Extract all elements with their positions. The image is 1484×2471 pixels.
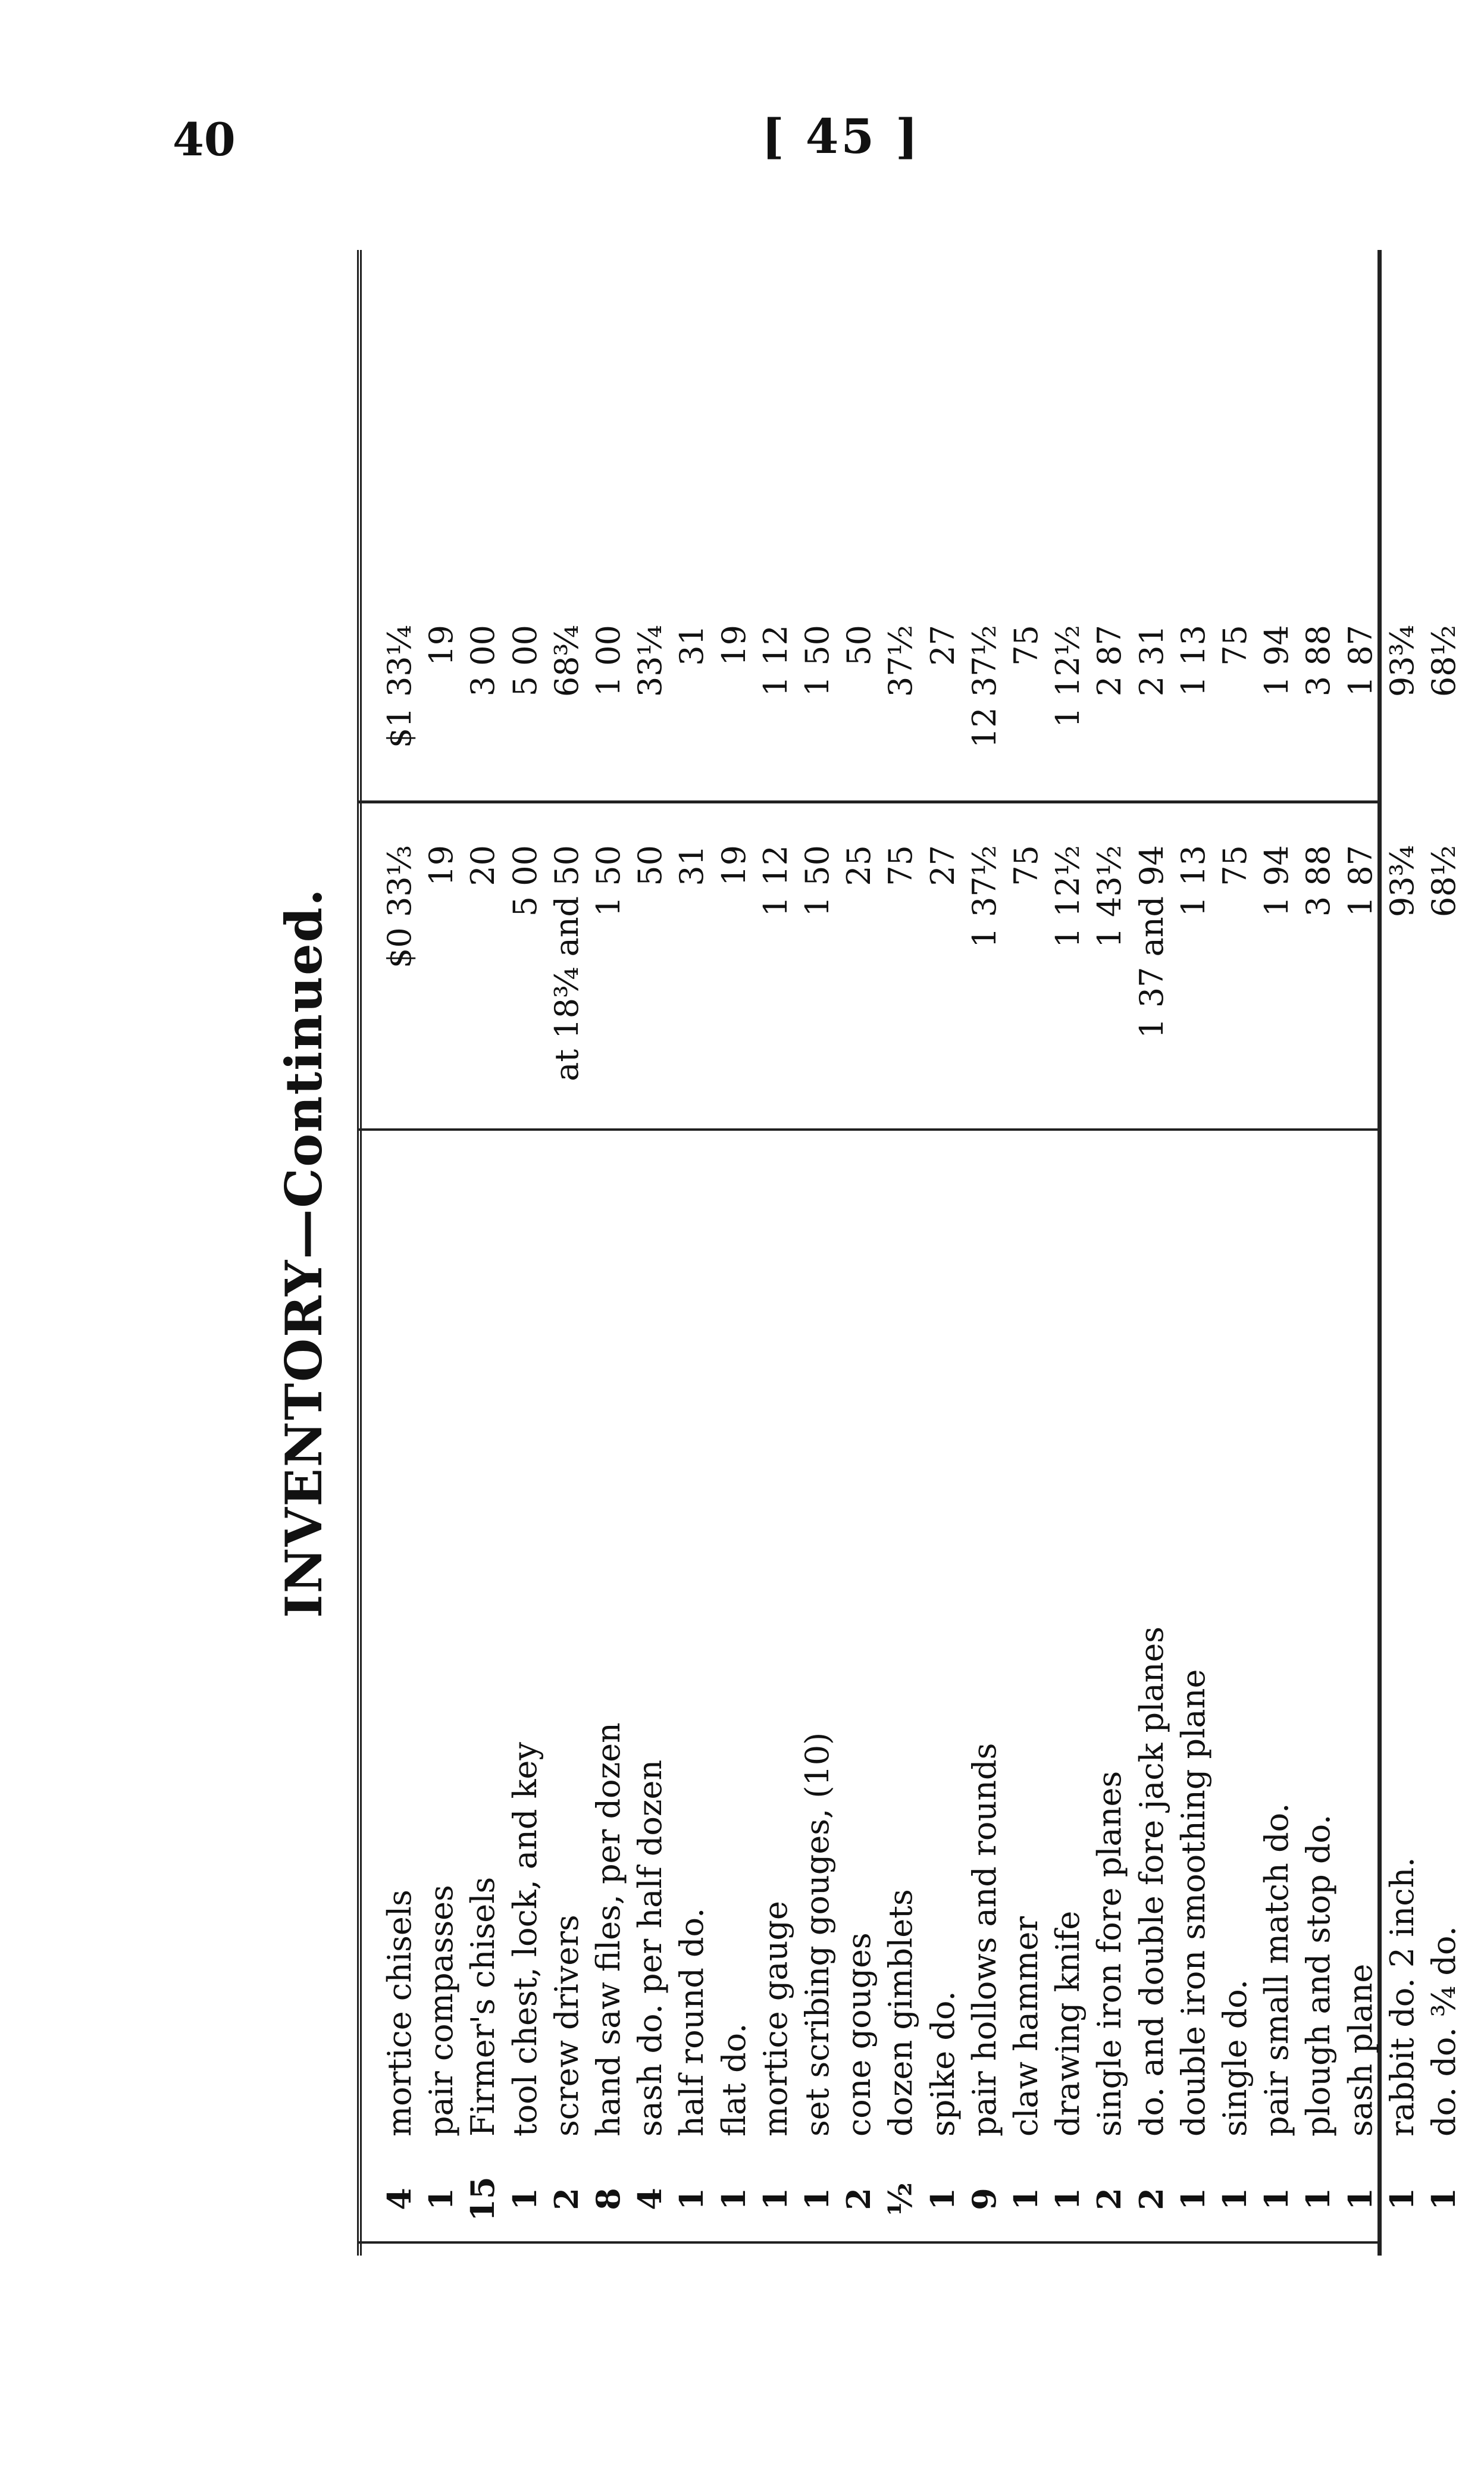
row-rate: 1 12½ — [1049, 845, 1087, 948]
row-item: cone gouges — [840, 1932, 878, 2137]
table-row — [461, 250, 505, 2256]
row-item: half round do. — [673, 1907, 711, 2137]
table-row — [670, 250, 713, 2256]
row-item: tool chest, lock, and key — [506, 1742, 544, 2137]
row-item: Firmer's chisels — [464, 1876, 502, 2137]
row-quantity: 1 — [505, 2188, 544, 2210]
row-value: 37½ — [882, 625, 920, 697]
row-item: mortice chisels — [381, 1890, 418, 2137]
table-row — [1046, 250, 1089, 2256]
table-row — [837, 250, 881, 2256]
row-rate: 75 — [1216, 845, 1254, 886]
row-quantity: 2 — [1090, 2188, 1129, 2210]
row-quantity: 1 — [1048, 2188, 1087, 2210]
row-item: set scribing gouges, (10) — [799, 1732, 836, 2137]
row-quantity: 1 — [756, 2188, 794, 2210]
row-quantity: 1 — [672, 2188, 711, 2210]
row-rate: 20 — [464, 845, 502, 886]
row-item: hand saw files, per dozen — [590, 1722, 627, 2137]
row-value: 75 — [1216, 625, 1254, 666]
row-value: 12 37½ — [965, 625, 1003, 748]
row-quantity: 1 — [1216, 2188, 1254, 2210]
row-rate: 31 — [673, 845, 711, 886]
table-row — [1172, 250, 1215, 2256]
row-value: 1 94 — [1258, 625, 1296, 697]
row-item: do. do. ¾ do. — [1425, 1926, 1463, 2137]
row-value: 75 — [1007, 625, 1045, 666]
table-row — [1255, 250, 1298, 2256]
row-item: drawing knife — [1049, 1910, 1087, 2137]
row-item: pair small match do. — [1258, 1803, 1296, 2137]
row-item: flat do. — [715, 2023, 753, 2137]
row-value: 31 — [673, 625, 711, 666]
table-row — [1422, 250, 1466, 2256]
row-quantity: 2 — [1132, 2188, 1170, 2210]
page-number-right: [ 45 ] — [762, 108, 921, 164]
row-rate: 1 43½ — [1091, 845, 1129, 948]
table-row — [921, 250, 965, 2256]
table-row — [628, 250, 672, 2256]
row-value: 5 00 — [506, 625, 544, 697]
row-item: single do. — [1216, 1979, 1254, 2137]
row-item: dozen gimblets — [882, 1889, 920, 2137]
row-quantity: 1 — [798, 2188, 836, 2210]
row-quantity: 2 — [547, 2188, 586, 2210]
table-row — [1130, 250, 1173, 2256]
row-rate: 19 — [422, 845, 461, 886]
row-value: 2 31 — [1132, 625, 1170, 697]
row-rate: 1 12 — [756, 845, 794, 917]
row-item: do. and double fore jack planes — [1132, 1627, 1170, 2137]
row-item: spike do. — [923, 1991, 962, 2137]
row-rate: at 18¾ and 50 — [547, 845, 586, 1081]
row-rate: 1 50 — [799, 845, 836, 917]
row-rate: 5 00 — [506, 845, 544, 917]
table-row — [587, 250, 630, 2256]
row-item: rabbit do. 2 inch. — [1383, 1857, 1421, 2137]
row-quantity: 1 — [1341, 2188, 1379, 2210]
row-value: 1 12 — [756, 625, 794, 697]
row-rate: 1 50 — [590, 845, 627, 917]
row-quantity: 1 — [1299, 2188, 1338, 2210]
row-quantity: 8 — [589, 2188, 627, 2210]
row-quantity: 1 — [1007, 2188, 1045, 2210]
row-value: 3 88 — [1300, 625, 1338, 697]
row-value: 3 00 — [464, 625, 502, 697]
row-value: $1 33¼ — [381, 625, 418, 748]
table-row — [378, 250, 421, 2256]
table-row — [1004, 250, 1048, 2256]
row-rate: 1 94 — [1258, 845, 1296, 917]
row-quantity: 1 — [923, 2188, 962, 2210]
table-row — [1297, 250, 1340, 2256]
table-row — [545, 250, 588, 2256]
row-quantity: 1 — [1173, 2188, 1212, 2210]
table-row — [419, 250, 463, 2256]
table-row — [1380, 250, 1424, 2256]
row-quantity: 1 — [422, 2188, 461, 2210]
row-rate: 75 — [882, 845, 920, 886]
row-value: 33¼ — [631, 625, 669, 697]
row-value: 68½ — [1425, 625, 1463, 697]
row-item: mortice gauge — [756, 1901, 794, 2137]
table-row — [963, 250, 1006, 2256]
row-quantity: 1 — [1257, 2188, 1296, 2210]
table-row — [503, 250, 547, 2256]
row-quantity: 15 — [464, 2176, 502, 2222]
table-row — [1088, 250, 1131, 2256]
row-item: sash do. per half dozen — [631, 1759, 669, 2137]
table-row — [754, 250, 797, 2256]
inventory-table-rotated — [259, 250, 1463, 2256]
row-item: plough and stop do. — [1300, 1814, 1338, 2137]
row-quantity: 1 — [1382, 2188, 1421, 2210]
row-rate: 50 — [631, 845, 669, 886]
table-row — [1339, 250, 1382, 2256]
table-row — [796, 250, 839, 2256]
row-value: 68¾ — [547, 625, 586, 697]
table-row — [879, 250, 922, 2256]
row-rate: 19 — [715, 845, 753, 886]
row-rate: 3 88 — [1300, 845, 1338, 917]
row-item: claw hammer — [1007, 1916, 1045, 2137]
row-value: 93¾ — [1383, 625, 1421, 697]
row-rate: 27 — [923, 845, 962, 886]
page-number-left: 40 — [173, 113, 236, 166]
row-value: 1 00 — [590, 625, 627, 697]
row-item: sash plane — [1341, 1963, 1379, 2137]
row-value: 1 87 — [1341, 625, 1379, 697]
row-value: 50 — [840, 625, 878, 666]
row-value: 2 87 — [1091, 625, 1129, 697]
table-row — [712, 250, 756, 2256]
row-rate: 1 37½ — [965, 845, 1003, 948]
row-quantity: ½ — [881, 2182, 920, 2216]
row-quantity: 1 — [1424, 2188, 1463, 2210]
row-rate: 93¾ — [1383, 845, 1421, 918]
row-quantity: 4 — [380, 2188, 418, 2210]
row-item: pair hollows and rounds — [965, 1743, 1003, 2137]
row-quantity: 1 — [714, 2188, 753, 2210]
row-item: pair compasses — [422, 1885, 461, 2137]
row-rate: $0 33⅓ — [381, 845, 418, 968]
row-rate: 1 87 — [1341, 845, 1379, 917]
row-value: 1 50 — [799, 625, 836, 697]
row-value: 1 12½ — [1049, 625, 1087, 728]
row-rate: 75 — [1007, 845, 1045, 886]
row-quantity: 4 — [631, 2188, 669, 2210]
row-quantity: 9 — [965, 2188, 1003, 2210]
inventory-title: INVENTORY—Continued. — [274, 887, 333, 1618]
row-value: 19 — [422, 625, 461, 666]
row-value: 19 — [715, 625, 753, 666]
row-rate: 1 37 and 94 — [1132, 845, 1170, 1039]
row-rate: 1 13 — [1174, 845, 1212, 917]
row-quantity: 2 — [840, 2188, 878, 2210]
row-rate: 25 — [840, 845, 878, 886]
row-item: double iron smoothing plane — [1174, 1669, 1212, 2137]
row-value: 1 13 — [1174, 625, 1212, 697]
table-row — [1213, 250, 1257, 2256]
row-item: single iron fore planes — [1091, 1771, 1129, 2137]
row-rate: 68½ — [1425, 845, 1463, 918]
row-value: 27 — [923, 625, 962, 666]
row-item: screw drivers — [547, 1915, 586, 2137]
table-top-rule — [357, 250, 362, 2256]
